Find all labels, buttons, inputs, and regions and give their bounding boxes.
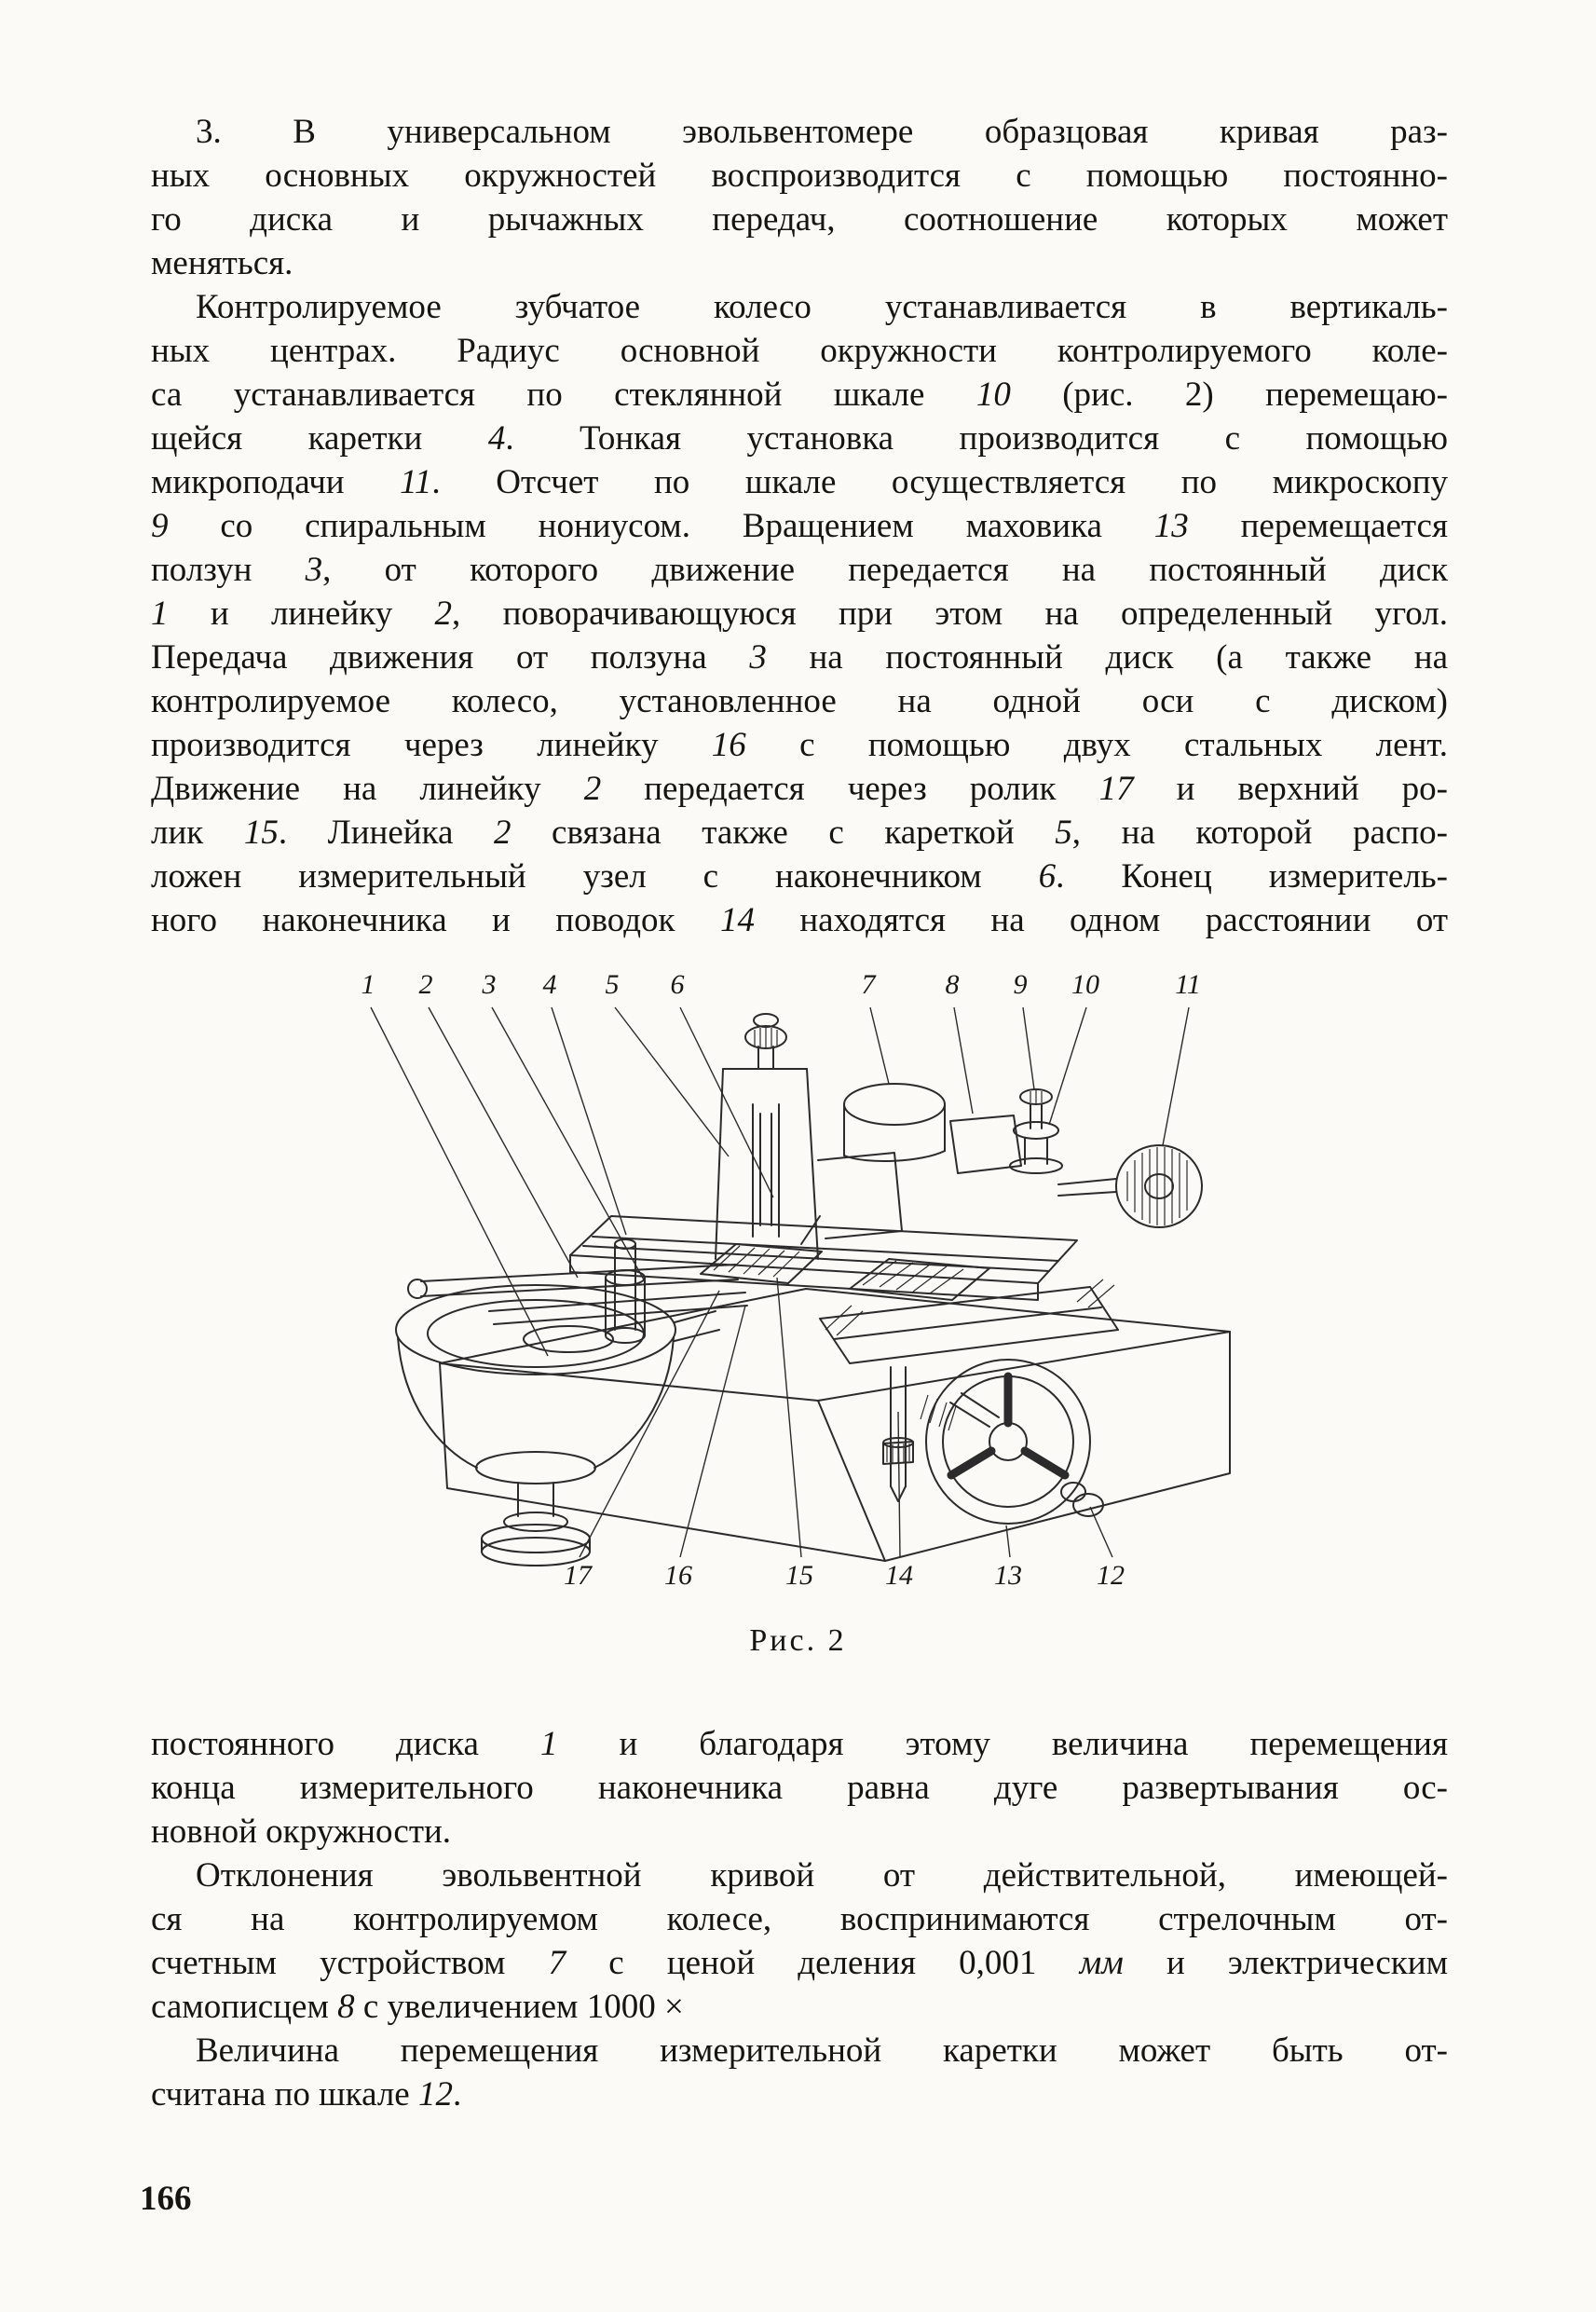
- callout-6: 6: [670, 969, 685, 1000]
- callout-2: 2: [418, 969, 433, 1000]
- text-line: ных основных окружностей воспроизводится с помощью постоянно-: [151, 157, 1448, 195]
- callout-16: 16: [664, 1560, 692, 1591]
- callout-11: 11: [1175, 969, 1201, 1000]
- text-line: счетным устройством 7 с ценой деления 0,001 мм и электрическим: [151, 1944, 1448, 1982]
- text-line: щейся каретки 4. Тонкая установка производится с помощью: [151, 419, 1448, 458]
- text-line: Движение на линейку 2 передается через ролик 17 и верхний ро-: [151, 770, 1448, 808]
- paragraph: [151, 1722, 1448, 1854]
- text-line: ся на контролируемом колесе, воспринимаются стрелочным от-: [151, 1900, 1448, 1938]
- text-line: конца измерительного наконечника равна дуге развертывания ос-: [151, 1769, 1448, 1807]
- paragraph: [151, 285, 1448, 942]
- callout-5: 5: [605, 969, 620, 1000]
- paragraph: [151, 110, 1448, 285]
- text-line: ного наконечника и поводок 14 находятся на одном расстоянии от: [151, 901, 1448, 939]
- involute-tester-drawing: [298, 964, 1286, 1598]
- callout-1: 1: [361, 969, 375, 1000]
- page-number: 166: [140, 2180, 192, 2218]
- figure-2: [298, 964, 1286, 1598]
- text-line: Величина перемещения измерительной каретки может быть от-: [196, 2032, 1448, 2070]
- callout-10: 10: [1071, 969, 1099, 1000]
- text-line: Отклонения эвольвентной кривой от действительной, имеющей-: [196, 1856, 1448, 1895]
- text-line: считана по шкале 12.: [151, 2075, 462, 2114]
- text-line: 3. В универсальном эвольвентомере образцовая кривая раз-: [196, 113, 1448, 151]
- paragraph: [151, 1854, 1448, 2029]
- text-line: го диска и рычажных передач, соотношение которых может: [151, 200, 1448, 239]
- text-line: самописцем 8 с увеличением 1000 ×: [151, 1988, 684, 2026]
- callout-7: 7: [861, 969, 876, 1000]
- text-line: ных центрах. Радиус основной окружности контролируемого коле-: [151, 332, 1448, 370]
- text-line: лик 15. Линейка 2 связана также с кареткой 5, на которой распо-: [151, 814, 1448, 852]
- text-line: са устанавливается по стеклянной шкале 10 (рис. 2) перемещаю-: [151, 376, 1448, 414]
- paragraph: [151, 2029, 1448, 2116]
- callout-8: 8: [945, 969, 960, 1000]
- text-line: ползун 3, от которого движение передается на постоянный диск: [151, 551, 1449, 589]
- callout-17: 17: [564, 1560, 592, 1591]
- callout-15: 15: [785, 1560, 813, 1591]
- text-block-upper: [151, 110, 1448, 942]
- callout-3: 3: [482, 969, 497, 1000]
- callout-12: 12: [1097, 1560, 1125, 1591]
- callout-9: 9: [1013, 969, 1028, 1000]
- text-line: новной окружности.: [151, 1813, 452, 1851]
- text-line: производится через линейку 16 с помощью двух стальных лент.: [151, 726, 1448, 764]
- text-block-lower: [151, 1722, 1448, 2116]
- text-line: меняться.: [151, 244, 293, 282]
- text-line: 1 и линейку 2, поворачивающуюся при этом на определенный угол.: [151, 595, 1448, 633]
- text-line: микроподачи 11. Отсчет по шкале осуществляется по микроскопу: [151, 463, 1448, 501]
- text-line: постоянного диска 1 и благодаря этому величина перемещения: [151, 1725, 1449, 1763]
- text-line: 9 со спиральным нониусом. Вращением маховика 13 перемещается: [151, 507, 1448, 545]
- text-line: Передача движения от ползуна 3 на постоянный диск (а также на: [151, 638, 1448, 677]
- text-line: Контролируемое зубчатое колесо устанавливается в вертикаль-: [196, 288, 1448, 326]
- text-line: ложен измерительный узел с наконечником 6. Конец измеритель-: [151, 857, 1448, 896]
- text-line: контролируемое колесо, установленное на одной оси с диском): [151, 682, 1448, 720]
- callout-4: 4: [542, 969, 557, 1000]
- callout-13: 13: [994, 1560, 1022, 1591]
- figure-caption: Рис. 2: [749, 1623, 847, 1658]
- callout-14: 14: [885, 1560, 913, 1591]
